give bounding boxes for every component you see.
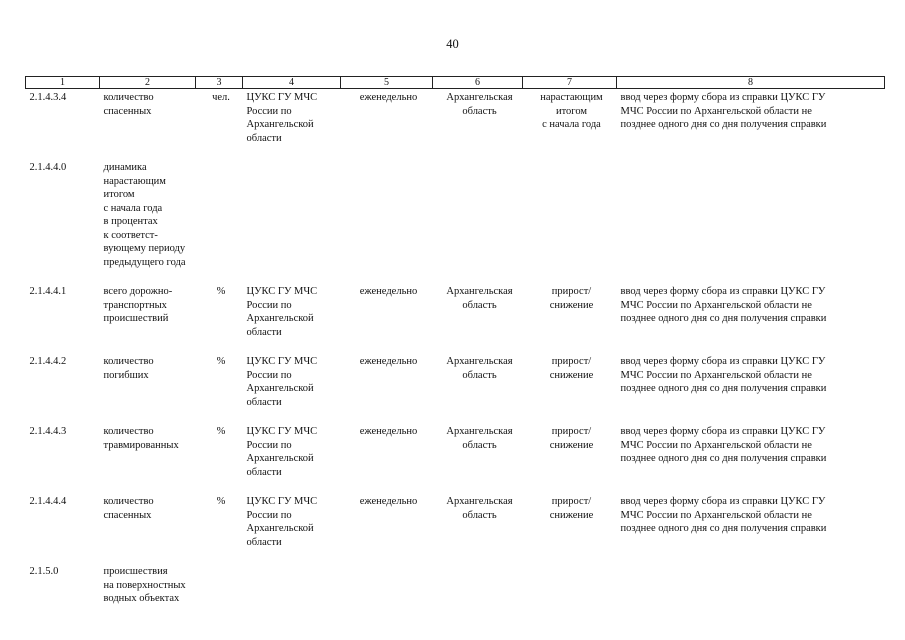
- input-method-text: ввод через форму сбора из справки ЦУКС ГУ МЧС России по Архангельской области не позднее одного дня со дня получения справки: [620, 426, 827, 464]
- input-method-text: ввод через форму сбора из справки ЦУКС ГУ МЧС России по Архангельской области не позднее одного дня со дня получения справки: [620, 496, 827, 534]
- input-method-text: ввод через форму сбора из справки ЦУКС ГУ МЧС России по Архангельской области не позднее одного дня со дня получения справки: [620, 286, 827, 324]
- periodicity-text: еженедельно: [359, 426, 418, 437]
- indicator-code-text: 2.1.4.4.0: [29, 162, 67, 173]
- column-number-1: 1: [26, 77, 100, 89]
- periodicity-text: еженедельно: [359, 356, 418, 367]
- data-source-text: ЦУКС ГУ МЧС России по Архангельской области: [246, 286, 318, 338]
- data-source: [243, 479, 341, 549]
- calculation-method-text: прирост/ снижение: [549, 286, 594, 311]
- input-method: [617, 89, 885, 146]
- indicator-name: [100, 89, 196, 146]
- calculation-method: [523, 269, 617, 339]
- unit-of-measure: [196, 409, 243, 479]
- periodicity: [341, 269, 433, 339]
- indicator-code: [26, 145, 100, 269]
- data-source: [243, 89, 341, 146]
- periodicity-text: еженедельно: [359, 92, 418, 103]
- unit-of-measure-text: чел.: [212, 92, 230, 103]
- column-number-row: [26, 77, 885, 89]
- input-method: [617, 339, 885, 409]
- territory: [433, 409, 523, 479]
- territory: [433, 89, 523, 146]
- calculation-method-text: нарастающим итогом с начала года: [540, 92, 603, 130]
- table-row: [26, 89, 885, 146]
- data-source-text: ЦУКС ГУ МЧС России по Архангельской области: [246, 426, 318, 478]
- periodicity-text: еженедельно: [359, 496, 418, 507]
- indicator-name-text: количество спасенных: [103, 92, 154, 117]
- territory-text: Архангельская область: [446, 92, 513, 117]
- table-row: [26, 409, 885, 479]
- indicator-name: [100, 409, 196, 479]
- indicator-table: [25, 76, 885, 606]
- indicator-name: [100, 269, 196, 339]
- territory-text: Архангельская область: [446, 356, 513, 381]
- data-source: [243, 549, 341, 606]
- indicator-code: [26, 89, 100, 146]
- indicator-code-text: 2.1.4.4.2: [29, 356, 67, 367]
- territory-text: Архангельская область: [446, 496, 513, 521]
- data-source: [243, 339, 341, 409]
- indicator-name-text: происшествия на поверхностных водных объектах: [103, 566, 186, 604]
- unit-of-measure-text: %: [216, 496, 226, 507]
- unit-of-measure: [196, 479, 243, 549]
- input-method: [617, 145, 885, 269]
- indicator-name-text: всего дорожно- транспортных происшествий: [103, 286, 173, 324]
- indicator-name: [100, 479, 196, 549]
- indicator-name-text: количество погибших: [103, 356, 154, 381]
- indicator-code: [26, 409, 100, 479]
- input-method: [617, 479, 885, 549]
- input-method-text: ввод через форму сбора из справки ЦУКС ГУ МЧС России по Архангельской области не позднее одного дня со дня получения справки: [620, 356, 827, 394]
- indicator-code-text: 2.1.4.4.3: [29, 426, 67, 437]
- indicator-code: [26, 479, 100, 549]
- column-number-6: 6: [433, 77, 523, 89]
- territory-text: Архангельская область: [446, 426, 513, 451]
- indicator-code: [26, 549, 100, 606]
- indicator-code: [26, 339, 100, 409]
- calculation-method: [523, 409, 617, 479]
- periodicity: [341, 409, 433, 479]
- column-number-8: 8: [617, 77, 885, 89]
- input-method: [617, 409, 885, 479]
- territory: [433, 145, 523, 269]
- unit-of-measure: [196, 145, 243, 269]
- indicator-code-text: 2.1.5.0: [29, 566, 59, 577]
- unit-of-measure-text: %: [216, 356, 226, 367]
- column-number-3: 3: [196, 77, 243, 89]
- calculation-method-text: прирост/ снижение: [549, 496, 594, 521]
- column-number-7: 7: [523, 77, 617, 89]
- unit-of-measure: [196, 269, 243, 339]
- indicator-name: [100, 145, 196, 269]
- table-row: [26, 549, 885, 606]
- table-row: [26, 479, 885, 549]
- indicator-code-text: 2.1.4.3.4: [29, 92, 67, 103]
- input-method: [617, 269, 885, 339]
- indicator-name-text: динамика нарастающим итогом с начала года в процентах к соответст- вующему периоду предыдущего года: [103, 162, 186, 268]
- unit-of-measure-text: %: [216, 426, 226, 437]
- calculation-method: [523, 479, 617, 549]
- column-number-5: 5: [341, 77, 433, 89]
- input-method-text: ввод через форму сбора из справки ЦУКС ГУ МЧС России по Архангельской области не позднее одного дня со дня получения справки: [620, 92, 827, 130]
- unit-of-measure: [196, 339, 243, 409]
- data-source: [243, 409, 341, 479]
- data-source-text: ЦУКС ГУ МЧС России по Архангельской области: [246, 356, 318, 408]
- calculation-method-text: прирост/ снижение: [549, 426, 594, 451]
- indicator-name-text: количество спасенных: [103, 496, 154, 521]
- calculation-method: [523, 145, 617, 269]
- table-row: [26, 145, 885, 269]
- column-number-4: 4: [243, 77, 341, 89]
- calculation-method: [523, 89, 617, 146]
- periodicity: [341, 145, 433, 269]
- territory: [433, 269, 523, 339]
- unit-of-measure: [196, 549, 243, 606]
- data-source: [243, 269, 341, 339]
- unit-of-measure: [196, 89, 243, 146]
- territory: [433, 339, 523, 409]
- periodicity: [341, 479, 433, 549]
- input-method: [617, 549, 885, 606]
- territory: [433, 549, 523, 606]
- calculation-method: [523, 339, 617, 409]
- data-source: [243, 145, 341, 269]
- periodicity-text: еженедельно: [359, 286, 418, 297]
- periodicity: [341, 339, 433, 409]
- indicator-name: [100, 549, 196, 606]
- periodicity: [341, 89, 433, 146]
- unit-of-measure-text: %: [216, 286, 226, 297]
- indicator-code: [26, 269, 100, 339]
- calculation-method: [523, 549, 617, 606]
- indicator-name: [100, 339, 196, 409]
- table-row: [26, 269, 885, 339]
- territory-text: Архангельская область: [446, 286, 513, 311]
- page-number: 40: [446, 37, 459, 51]
- territory: [433, 479, 523, 549]
- periodicity: [341, 549, 433, 606]
- data-source-text: ЦУКС ГУ МЧС России по Архангельской области: [246, 92, 318, 144]
- indicator-code-text: 2.1.4.4.1: [29, 286, 67, 297]
- indicator-name-text: количество травмированных: [103, 426, 179, 451]
- column-number-2: 2: [100, 77, 196, 89]
- data-source-text: ЦУКС ГУ МЧС России по Архангельской области: [246, 496, 318, 548]
- table-row: [26, 339, 885, 409]
- calculation-method-text: прирост/ снижение: [549, 356, 594, 381]
- indicator-code-text: 2.1.4.4.4: [29, 496, 67, 507]
